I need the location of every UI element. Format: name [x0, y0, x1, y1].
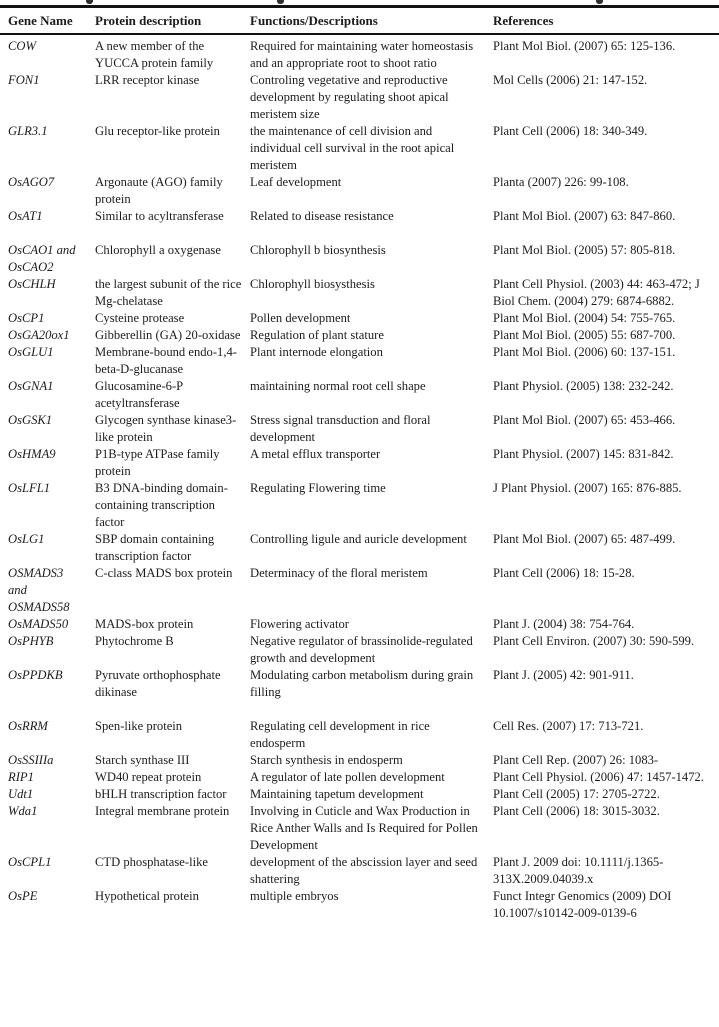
cell-function: Negative regulator of brassinolide-regulated growth and development: [250, 634, 473, 665]
cell-protein: Chlorophyll a oxygenase: [95, 243, 221, 257]
cell-reference: Plant Cell (2006) 18: 15-28.: [493, 566, 635, 580]
cell-function: Stress signal transduction and floral development: [250, 413, 431, 444]
clipped-caption-fragments: [0, 0, 719, 5]
table-row: [0, 208, 719, 242]
cell-function: Starch synthesis in endosperm: [250, 753, 403, 767]
cell-protein: Spen-like protein: [95, 719, 183, 733]
column-header-functions: Functions/Descriptions: [250, 7, 493, 35]
cell-function: Regulating cell development in rice endosperm: [250, 719, 430, 750]
cell-protein: A new member of the YUCCA protein family: [95, 39, 214, 70]
cell-protein: Glu receptor-like protein: [95, 124, 220, 138]
cell-protein: WD40 repeat protein: [95, 770, 202, 784]
cell-gene: OsCAO1 and OsCAO2: [8, 243, 76, 274]
cell-gene: GLR3.1: [8, 124, 48, 138]
table-row: [0, 633, 719, 667]
cell-gene: Udt1: [8, 787, 34, 801]
table-row: [0, 531, 719, 565]
cell-gene: Wda1: [8, 804, 38, 818]
cell-gene: OsCP1: [8, 311, 45, 325]
table-row: [0, 310, 719, 327]
cell-gene: OsSSIIIa: [8, 753, 54, 767]
table-row: [0, 667, 719, 718]
table-row: [0, 854, 719, 888]
cell-function: Pollen development: [250, 311, 351, 325]
cell-reference: Plant Mol Biol. (2005) 57: 805-818.: [493, 243, 676, 257]
table-row: [0, 174, 719, 208]
cell-protein: CTD phosphatase-like: [95, 855, 208, 869]
cell-gene: OSMADS3 and OSMADS58: [8, 566, 70, 614]
cell-reference: Plant Mol Biol. (2006) 60: 137-151.: [493, 345, 676, 359]
table-row: [0, 769, 719, 786]
cell-protein: Argonaute (AGO) family protein: [95, 175, 223, 206]
cell-protein: P1B-type ATPase family protein: [95, 447, 220, 478]
table-row: [0, 480, 719, 531]
cell-protein: Integral membrane protein: [95, 804, 230, 818]
table-row: [0, 276, 719, 310]
cell-reference: Plant Mol Biol. (2005) 55: 687-700.: [493, 328, 676, 342]
table-row: [0, 446, 719, 480]
cell-function: Modulating carbon metabolism during grain filling: [250, 668, 474, 699]
table-row: [0, 344, 719, 378]
cell-function: Related to disease resistance: [250, 209, 394, 223]
cell-reference: Plant Cell (2006) 18: 3015-3032.: [493, 804, 660, 818]
table-row: [0, 718, 719, 752]
cell-reference: Plant Cell Rep. (2007) 26: 1083-: [493, 753, 659, 767]
cell-protein: Membrane-bound endo-1,4-beta-D-glucanase: [95, 345, 237, 376]
cell-reference: Plant Mol Biol. (2007) 65: 487-499.: [493, 532, 676, 546]
gene-table: [0, 5, 719, 922]
table-row: [0, 786, 719, 803]
clipped-text-fragment: [277, 0, 284, 4]
cell-reference: Plant J. 2009 doi: 10.1111/j.1365-313X.2009.04039.x: [493, 855, 664, 886]
cell-function: Involving in Cuticle and Wax Production in Rice Anther Walls and Is Required for Pollen Development: [250, 804, 478, 852]
cell-gene: FON1: [8, 73, 40, 87]
cell-gene: OsHMA9: [8, 447, 56, 461]
table-row: [0, 565, 719, 616]
cell-function: Controling vegetative and reproductive development by regulating shoot apical meristem size: [250, 73, 449, 121]
table-row: [0, 34, 719, 72]
cell-function: Required for maintaining water homeostasis and an appropriate root to shoot ratio: [250, 39, 474, 70]
cell-function: Regulating Flowering time: [250, 481, 386, 495]
cell-gene: OsGNA1: [8, 379, 54, 393]
cell-reference: Cell Res. (2007) 17: 713-721.: [493, 719, 644, 733]
cell-reference: Plant Mol Biol. (2004) 54: 755-765.: [493, 311, 676, 325]
cell-function: Maintaining tapetum development: [250, 787, 424, 801]
cell-function: Leaf development: [250, 175, 342, 189]
cell-reference: Planta (2007) 226: 99-108.: [493, 175, 629, 189]
table-row: [0, 242, 719, 276]
cell-reference: Plant J. (2004) 38: 754-764.: [493, 617, 635, 631]
cell-protein: B3 DNA-binding domain-containing transcription factor: [95, 481, 228, 529]
cell-gene: OsPPDKB: [8, 668, 63, 682]
cell-reference: Plant Cell (2006) 18: 340-349.: [493, 124, 648, 138]
cell-function: Regulation of plant stature: [250, 328, 384, 342]
cell-protein: Glucosamine-6-P acetyltransferase: [95, 379, 183, 410]
cell-reference: Plant Cell (2005) 17: 2705-2722.: [493, 787, 660, 801]
cell-protein: Hypothetical protein: [95, 889, 199, 903]
clipped-text-fragment: [86, 0, 93, 4]
cell-function: maintaining normal root cell shape: [250, 379, 426, 393]
cell-protein: LRR receptor kinase: [95, 73, 200, 87]
cell-function: Flowering activator: [250, 617, 349, 631]
table-row: [0, 412, 719, 446]
cell-function: Chlorophyll biosysthesis: [250, 277, 375, 291]
cell-protein: MADS-box protein: [95, 617, 194, 631]
cell-function: Determinacy of the floral meristem: [250, 566, 428, 580]
table-row: [0, 327, 719, 344]
cell-reference: Plant Mol Biol. (2007) 63: 847-860.: [493, 209, 676, 223]
cell-protein: Glycogen synthase kinase3-like protein: [95, 413, 237, 444]
cell-reference: Plant Cell Physiol. (2006) 47: 1457-1472.: [493, 770, 704, 784]
cell-protein: the largest subunit of the rice Mg-chelatase: [95, 277, 242, 308]
cell-function: Chlorophyll b biosynthesis: [250, 243, 386, 257]
cell-gene: OsCPL1: [8, 855, 52, 869]
table-row: [0, 888, 719, 922]
gene-table-header: [0, 7, 719, 35]
cell-protein: SBP domain containing transcription factor: [95, 532, 215, 563]
gene-table-body: [0, 34, 719, 922]
cell-reference: Plant Cell Physiol. (2003) 44: 463-472; J Biol Chem. (2004) 279: 6874-6882.: [493, 277, 700, 308]
cell-function: development of the abscission layer and seed shattering: [250, 855, 478, 886]
cell-reference: Plant Mol Biol. (2007) 65: 125-136.: [493, 39, 676, 53]
cell-gene: COW: [8, 39, 36, 53]
clipped-text-fragment: [596, 0, 603, 4]
cell-gene: RIP1: [8, 770, 34, 784]
cell-gene: OsAGO7: [8, 175, 55, 189]
cell-function: the maintenance of cell division and individual cell survival in the root apical meristem: [250, 124, 455, 172]
table-row: [0, 616, 719, 633]
cell-gene: OsLG1: [8, 532, 45, 546]
cell-gene: OsLFL1: [8, 481, 50, 495]
cell-protein: Phytochrome B: [95, 634, 174, 648]
cell-gene: OsGLU1: [8, 345, 54, 359]
cell-function: multiple embryos: [250, 889, 339, 903]
column-header-protein: Protein description: [95, 7, 250, 35]
table-row: [0, 123, 719, 174]
cell-reference: Plant Mol Biol. (2007) 65: 453-466.: [493, 413, 676, 427]
header-row: [0, 7, 719, 35]
table-row: [0, 378, 719, 412]
cell-gene: OsAT1: [8, 209, 43, 223]
cell-gene: OsMADS50: [8, 617, 69, 631]
cell-gene: OsGA20ox1: [8, 328, 70, 342]
cell-protein: Starch synthase III: [95, 753, 190, 767]
table-row: [0, 72, 719, 123]
table-row: [0, 803, 719, 854]
cell-reference: Plant Physiol. (2005) 138: 232-242.: [493, 379, 674, 393]
cell-protein: bHLH transcription factor: [95, 787, 227, 801]
cell-protein: Gibberellin (GA) 20-oxidase: [95, 328, 241, 342]
cell-reference: Plant Physiol. (2007) 145: 831-842.: [493, 447, 674, 461]
cell-reference: Funct Integr Genomics (2009) DOI 10.1007/s10142-009-0139-6: [493, 889, 672, 920]
cell-protein: C-class MADS box protein: [95, 566, 233, 580]
cell-protein: Similar to acyltransferase: [95, 209, 224, 223]
column-header-references: References: [493, 7, 719, 35]
cell-protein: Pyruvate orthophosphate dikinase: [95, 668, 221, 699]
cell-reference: J Plant Physiol. (2007) 165: 876-885.: [493, 481, 682, 495]
cell-function: Plant internode elongation: [250, 345, 383, 359]
cell-function: A metal efflux transporter: [250, 447, 381, 461]
cell-function: A regulator of late pollen development: [250, 770, 445, 784]
cell-reference: Mol Cells (2006) 21: 147-152.: [493, 73, 648, 87]
cell-reference: Plant J. (2005) 42: 901-911.: [493, 668, 634, 682]
table-row: [0, 752, 719, 769]
cell-gene: OsPHYB: [8, 634, 54, 648]
cell-function: Controlling ligule and auricle development: [250, 532, 467, 546]
cell-gene: OsPE: [8, 889, 38, 903]
cell-gene: OsRRM: [8, 719, 48, 733]
cell-protein: Cysteine protease: [95, 311, 185, 325]
column-header-gene-name: Gene Name: [0, 7, 95, 35]
cell-reference: Plant Cell Environ. (2007) 30: 590-599.: [493, 634, 695, 648]
cell-gene: OsCHLH: [8, 277, 56, 291]
cell-gene: OsGSK1: [8, 413, 53, 427]
